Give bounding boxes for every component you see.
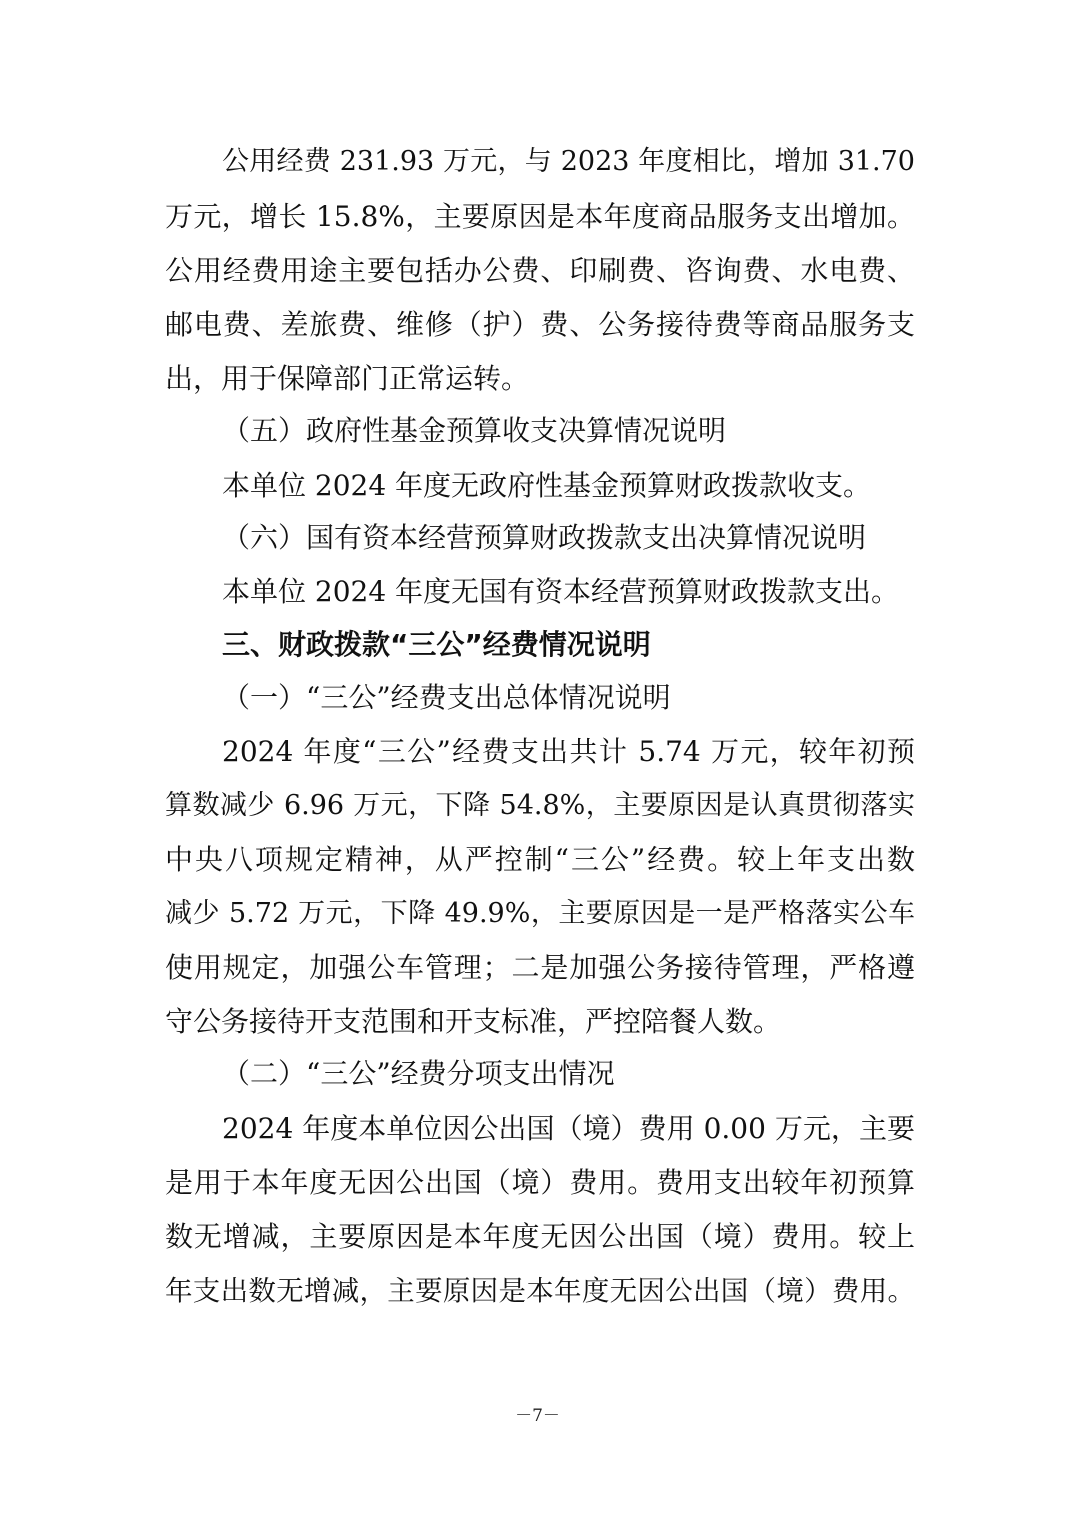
section-heading: （一）“三公”经费支出总体情况说明 bbox=[222, 681, 671, 714]
body-text-line: 邮电费、差旅费、维修（护）费、公务接待费等商品服务支 bbox=[165, 308, 915, 341]
body-text-line: 公用经费 231.93 万元，与 2023 年度相比，增加 31.70 bbox=[222, 146, 915, 177]
body-text-line: 本单位 2024 年度无政府性基金预算财政拨款收支。 bbox=[222, 469, 872, 502]
body-text-line: 是用于本年度无因公出国（境）费用。费用支出较年初预算 bbox=[165, 1166, 915, 1199]
chapter-heading: 三、财政拨款“三公”经费情况说明 bbox=[222, 628, 651, 661]
body-text-line: 数无增减，主要原因是本年度无因公出国（境）费用。较上 bbox=[165, 1220, 915, 1253]
body-text-line: 守公务接待开支范围和开支标准，严控陪餐人数。 bbox=[165, 1005, 782, 1038]
body-text-line: 年支出数无增减，主要原因是本年度无因公出国（境）费用。 bbox=[165, 1275, 915, 1307]
body-text-line: 减少 5.72 万元，下降 49.9%，主要原因是一是严格落实公车 bbox=[165, 898, 915, 929]
body-text-line: 万元，增长 15.8%，主要原因是本年度商品服务支出增加。 bbox=[165, 200, 915, 233]
body-text-line: 出，用于保障部门正常运转。 bbox=[165, 362, 530, 395]
section-heading: （五）政府性基金预算收支决算情况说明 bbox=[222, 414, 727, 447]
section-heading: （六）国有资本经营预算财政拨款支出决算情况说明 bbox=[222, 521, 867, 554]
body-text-line: 2024 年度“三公”经费支出共计 5.74 万元，较年初预 bbox=[222, 735, 915, 768]
body-text-line: 本单位 2024 年度无国有资本经营预算财政拨款支出。 bbox=[222, 575, 900, 608]
body-text-line: 中央八项规定精神，从严控制“三公”经费。较上年支出数 bbox=[165, 843, 915, 876]
body-text-line: 算数减少 6.96 万元，下降 54.8%，主要原因是认真贯彻落实 bbox=[165, 790, 915, 821]
body-text-line: 2024 年度本单位因公出国（境）费用 0.00 万元，主要 bbox=[222, 1112, 915, 1145]
body-text-line: 使用规定，加强公车管理；二是加强公务接待管理，严格遵 bbox=[165, 951, 915, 984]
section-heading: （二）“三公”经费分项支出情况 bbox=[222, 1057, 615, 1090]
page-number: －7－ bbox=[515, 1406, 560, 1426]
body-text-line: 公用经费用途主要包括办公费、印刷费、咨询费、水电费、 bbox=[165, 254, 915, 287]
